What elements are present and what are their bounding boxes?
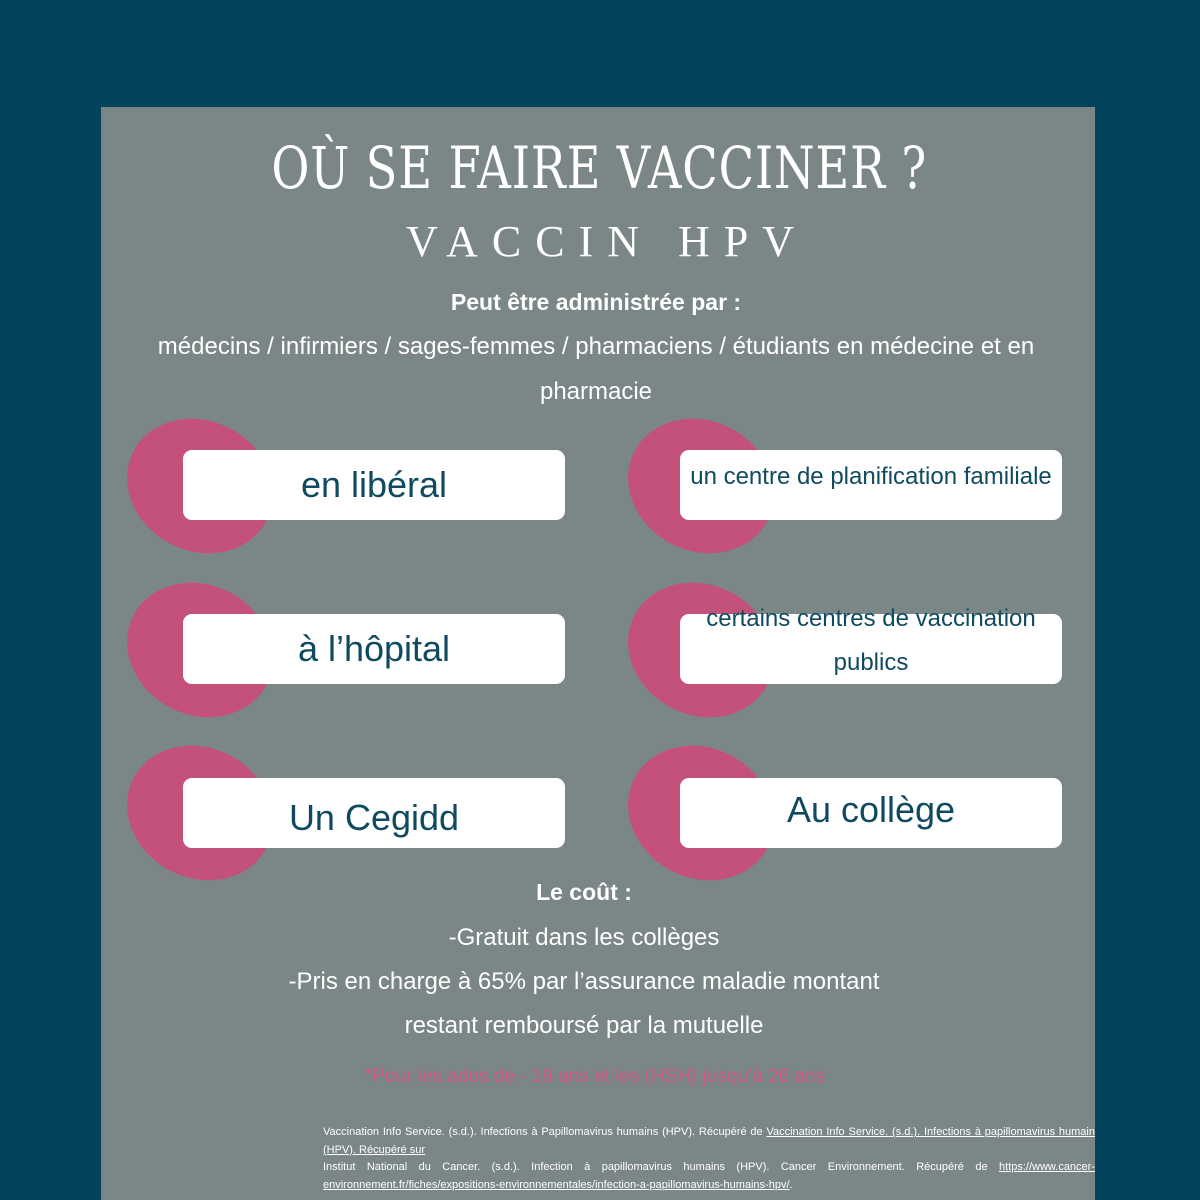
location-card-college [680,778,1062,848]
location-label: un centre de planification familiale [690,463,1052,490]
location-label: à l’hôpital [297,628,451,669]
administration-heading: Peut être administrée par : [450,289,742,315]
page-subtitle: VACCIN HPV [405,217,809,266]
references [323,1124,1095,1194]
cost-heading: Le coût : [536,879,632,905]
eligibility-note: *Pour les ados de - 19 ans et les (HSH) jusqu’à 26 ans [364,1066,826,1087]
location-card-cegidd [183,778,565,848]
reference-link[interactable]: Vaccination Info Service. (s.d.). Infections à papillomavirus humain (HPV). Récupéré sur [323,1126,1095,1156]
administration-text: médecins / infirmiers / sages-femmes / pharmaciens / étudiants en médecine et en pharmacie [157,333,1035,405]
reference-text: Vaccination Info Service. (s.d.). Infections à Papillomavirus humains (HPV). Récupéré de [323,1126,767,1138]
location-card-planning-center [680,450,1062,520]
location-card-liberal [183,450,565,520]
location-card-hospital [183,614,565,684]
reference-end: . [789,1178,793,1191]
location-label: en libéral [300,464,448,505]
cost-line-free: -Gratuit dans les collèges [448,924,720,951]
location-label: Au collège [786,789,956,830]
reference-link[interactable]: https://www.cancer-environnement.fr/fiches/expositions-environnementales/infection-a-papillomavirus-humains-hpv/ [323,1161,1095,1191]
page-title: OÙ SE FAIRE VACCINER ? [271,134,928,202]
location-label: Un Cegidd [288,797,460,838]
reference-text: Institut National du Cancer. (s.d.). Infection à papillomavirus humains (HPV). Cancer Environnement. Récupéré de [323,1161,988,1173]
cost-line-coverage: -Pris en charge à 65% par l’assurance maladie montant [288,968,880,995]
cost-line-reimbursement: restant remboursé par la mutuelle [404,1012,764,1039]
location-card-vaccination-centers [680,605,1062,684]
location-label: certains centres de vaccination publics [706,605,1036,676]
